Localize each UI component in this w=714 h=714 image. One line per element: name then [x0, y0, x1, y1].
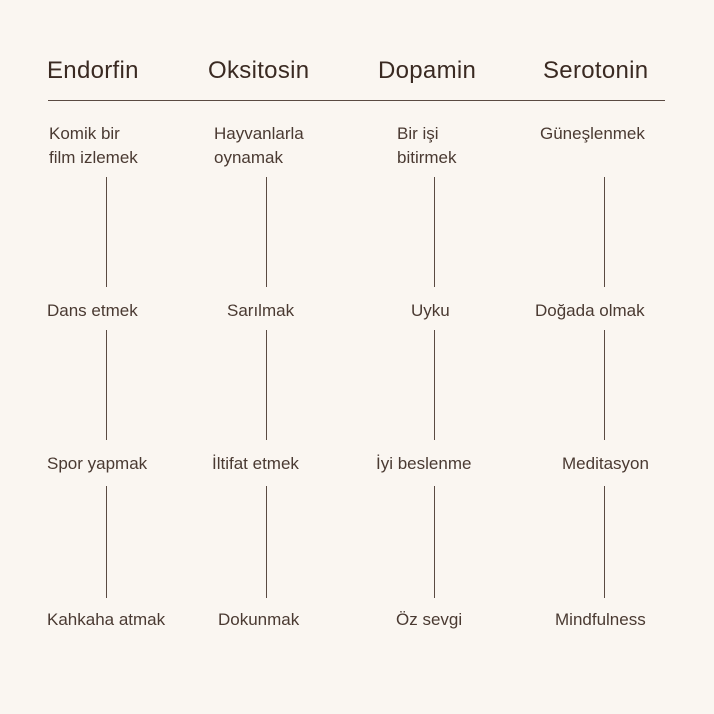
- connector-line: [604, 177, 605, 287]
- list-item: Hayvanlarla oynamak: [214, 124, 304, 167]
- list-item: Sarılmak: [227, 301, 295, 320]
- column-header-serotonin: Serotonin: [543, 57, 649, 84]
- list-item: Uyku: [411, 301, 450, 320]
- list-item: Meditasyon: [562, 454, 649, 473]
- list-item: Komik bir film izlemek: [49, 124, 138, 167]
- list-item: Dokunmak: [218, 610, 300, 629]
- list-item: Doğada olmak: [535, 301, 645, 320]
- column-header-endorfin: Endorfin: [47, 57, 139, 84]
- connector-line: [604, 330, 605, 440]
- connector-line: [434, 486, 435, 598]
- list-item: İyi beslenme: [376, 454, 472, 473]
- header-divider: [48, 100, 665, 101]
- list-item: İltifat etmek: [212, 454, 299, 473]
- list-item: Dans etmek: [47, 301, 138, 320]
- connector-line: [266, 177, 267, 287]
- column-header-dopamin: Dopamin: [378, 57, 477, 84]
- connector-line: [266, 486, 267, 598]
- connector-line: [266, 330, 267, 440]
- list-item: Kahkaha atmak: [47, 610, 166, 629]
- connector-line: [434, 177, 435, 287]
- connector-line: [604, 486, 605, 598]
- list-item: Mindfulness: [555, 610, 646, 629]
- connector-line: [434, 330, 435, 440]
- list-item: Öz sevgi: [396, 610, 463, 629]
- list-item: Güneşlenmek: [540, 124, 645, 143]
- list-item: Spor yapmak: [47, 454, 148, 473]
- connector-line: [106, 177, 107, 287]
- connector-line: [106, 486, 107, 598]
- connector-line: [106, 330, 107, 440]
- column-header-oksitosin: Oksitosin: [208, 57, 310, 84]
- list-item: Bir işi bitirmek: [397, 124, 457, 167]
